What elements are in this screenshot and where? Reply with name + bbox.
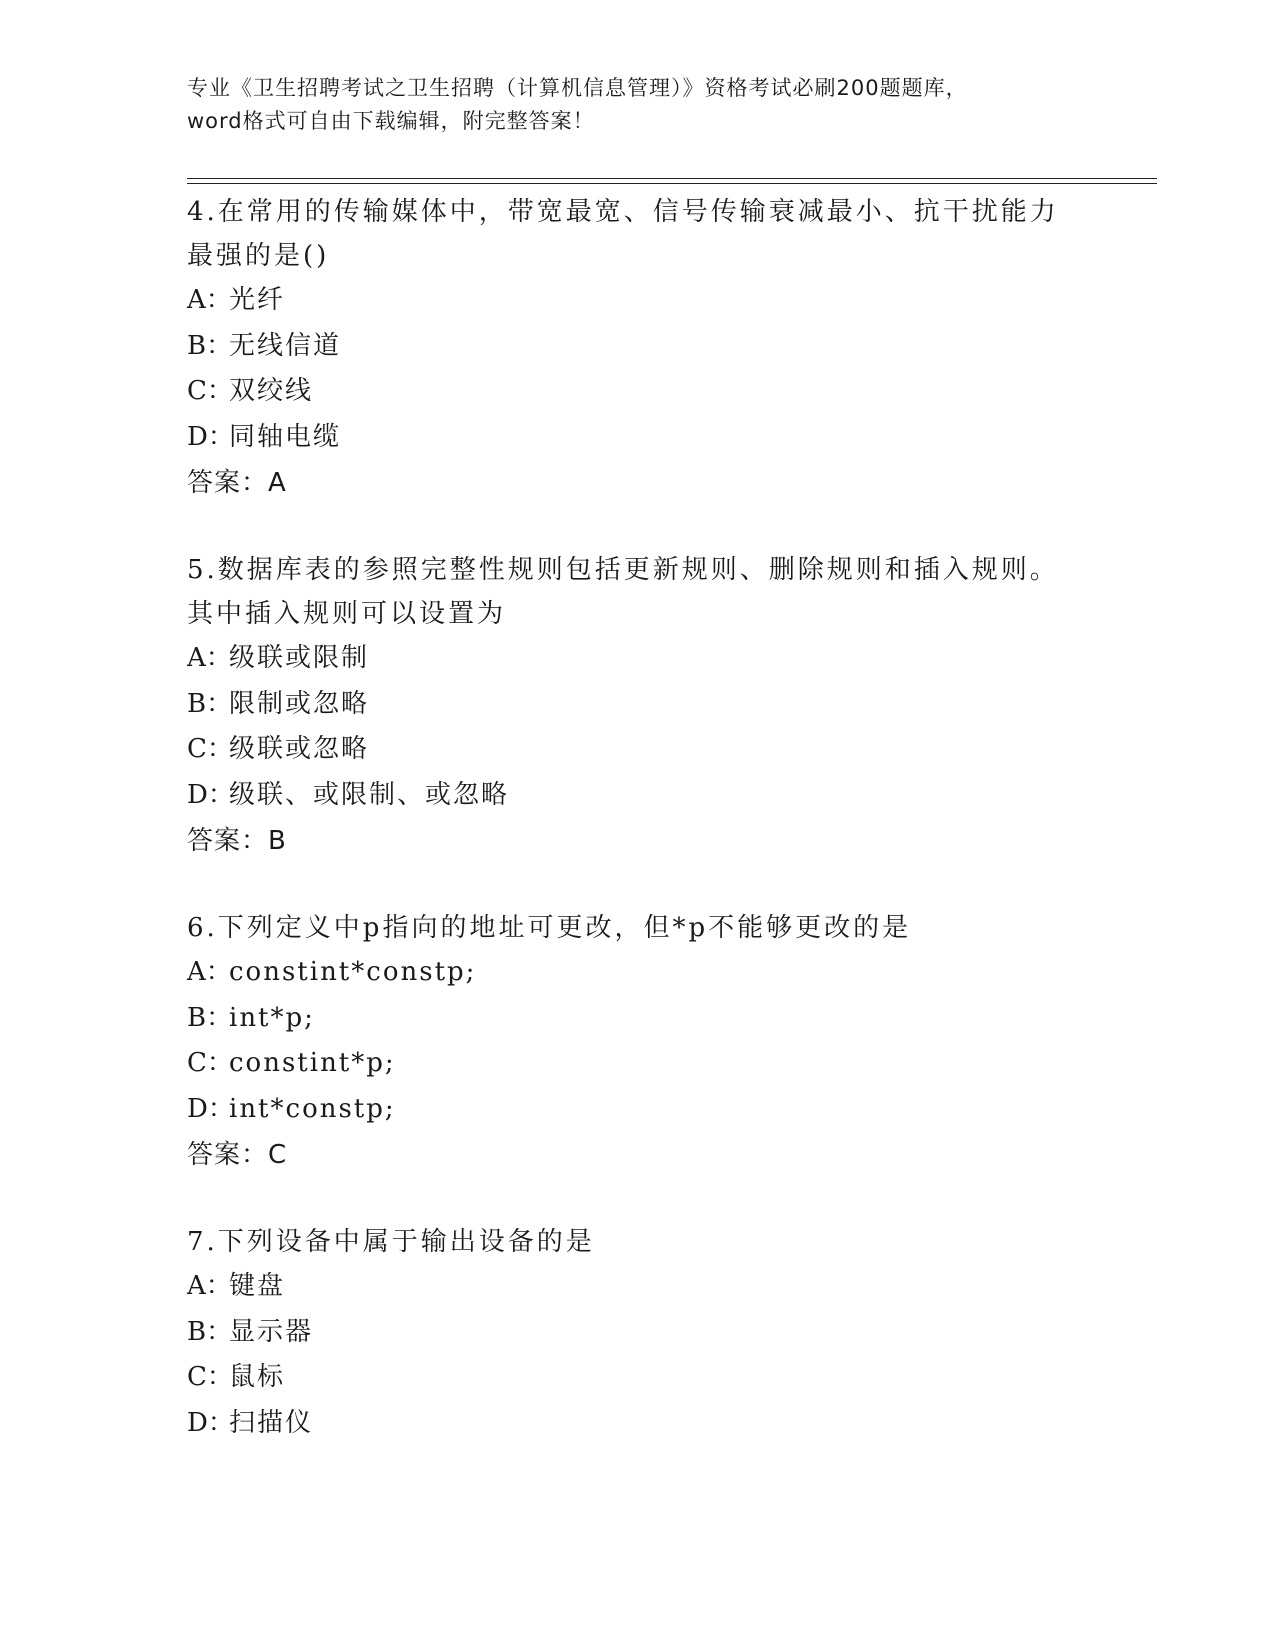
option-key: C：: [187, 1362, 233, 1392]
option-text: 扫描仪: [229, 1407, 314, 1438]
header-line-1: 专业《卫生招聘考试之卫生招聘（计算机信息管理）》资格考试必刷200题题库，: [187, 76, 968, 100]
option-key: D：: [187, 421, 234, 452]
option-d: [187, 1401, 1087, 1447]
option-a: [187, 636, 1087, 682]
option-text: constint*p;: [229, 1048, 396, 1078]
option-text: 级联或限制: [229, 643, 370, 673]
option-text: 键盘: [229, 1271, 286, 1301]
option-text: int*p;: [229, 1002, 315, 1033]
header-divider-bottom: [187, 183, 1157, 184]
option-text: 鼠标: [229, 1362, 286, 1392]
option-b: [187, 682, 1087, 728]
option-key: B：: [187, 1002, 233, 1033]
question-stem-line: 4.在常用的传输媒体中，带宽最宽、信号传输衰减最小、抗干扰能力: [187, 197, 1059, 227]
answer-line: 答案：A: [187, 468, 287, 498]
option-d: [187, 1087, 1087, 1133]
option-b: [187, 324, 1087, 370]
question-5: [187, 548, 1087, 864]
header-line-2: word格式可自由下载编辑，附完整答案！: [187, 109, 595, 133]
question-6: [187, 906, 1087, 1178]
option-key: C：: [187, 376, 233, 406]
option-d: [187, 415, 1087, 461]
option-c: [187, 727, 1087, 773]
option-key: A：: [187, 643, 232, 673]
option-d: [187, 773, 1087, 819]
question-list: [187, 190, 1087, 1488]
question-stem-line: 其中插入规则可以设置为: [187, 599, 507, 629]
answer-line: 答案：B: [187, 826, 287, 856]
option-text: 光纤: [229, 285, 286, 315]
question-stem-line: 最强的是(): [187, 241, 330, 271]
option-text: 级联、或限制、或忽略: [229, 779, 510, 810]
option-key: A：: [187, 957, 232, 987]
option-key: A：: [187, 1271, 232, 1301]
option-key: C：: [187, 734, 233, 764]
document-header: [187, 72, 1087, 138]
answer-line: 答案：C: [187, 1140, 288, 1170]
option-text: 显示器: [229, 1316, 314, 1347]
option-c: [187, 1041, 1087, 1087]
option-c: [187, 1355, 1087, 1401]
option-text: 无线信道: [229, 330, 342, 361]
header-divider-top: [187, 178, 1157, 179]
option-a: [187, 278, 1087, 324]
question-4: [187, 190, 1087, 506]
option-key: D：: [187, 779, 234, 810]
option-key: B：: [187, 330, 233, 361]
question-stem-line: 6.下列定义中p指向的地址可更改，但*p不能够更改的是: [187, 913, 912, 943]
option-text: 级联或忽略: [229, 734, 370, 764]
option-b: [187, 996, 1087, 1042]
question-stem-line: 7.下列设备中属于输出设备的是: [187, 1227, 595, 1257]
question-7: [187, 1220, 1087, 1446]
option-key: B：: [187, 688, 233, 719]
option-c: [187, 369, 1087, 415]
option-key: D：: [187, 1093, 234, 1124]
option-key: C：: [187, 1048, 233, 1078]
option-a: [187, 1264, 1087, 1310]
option-b: [187, 1310, 1087, 1356]
option-key: D：: [187, 1407, 234, 1438]
option-key: B：: [187, 1316, 233, 1347]
option-text: int*constp;: [229, 1093, 396, 1124]
question-stem-line: 5.数据库表的参照完整性规则包括更新规则、删除规则和插入规则。: [187, 555, 1059, 585]
option-key: A：: [187, 285, 232, 315]
option-text: 同轴电缆: [229, 421, 342, 452]
option-text: constint*constp;: [229, 957, 477, 987]
option-a: [187, 950, 1087, 996]
option-text: 限制或忽略: [229, 688, 370, 719]
option-text: 双绞线: [229, 376, 314, 406]
